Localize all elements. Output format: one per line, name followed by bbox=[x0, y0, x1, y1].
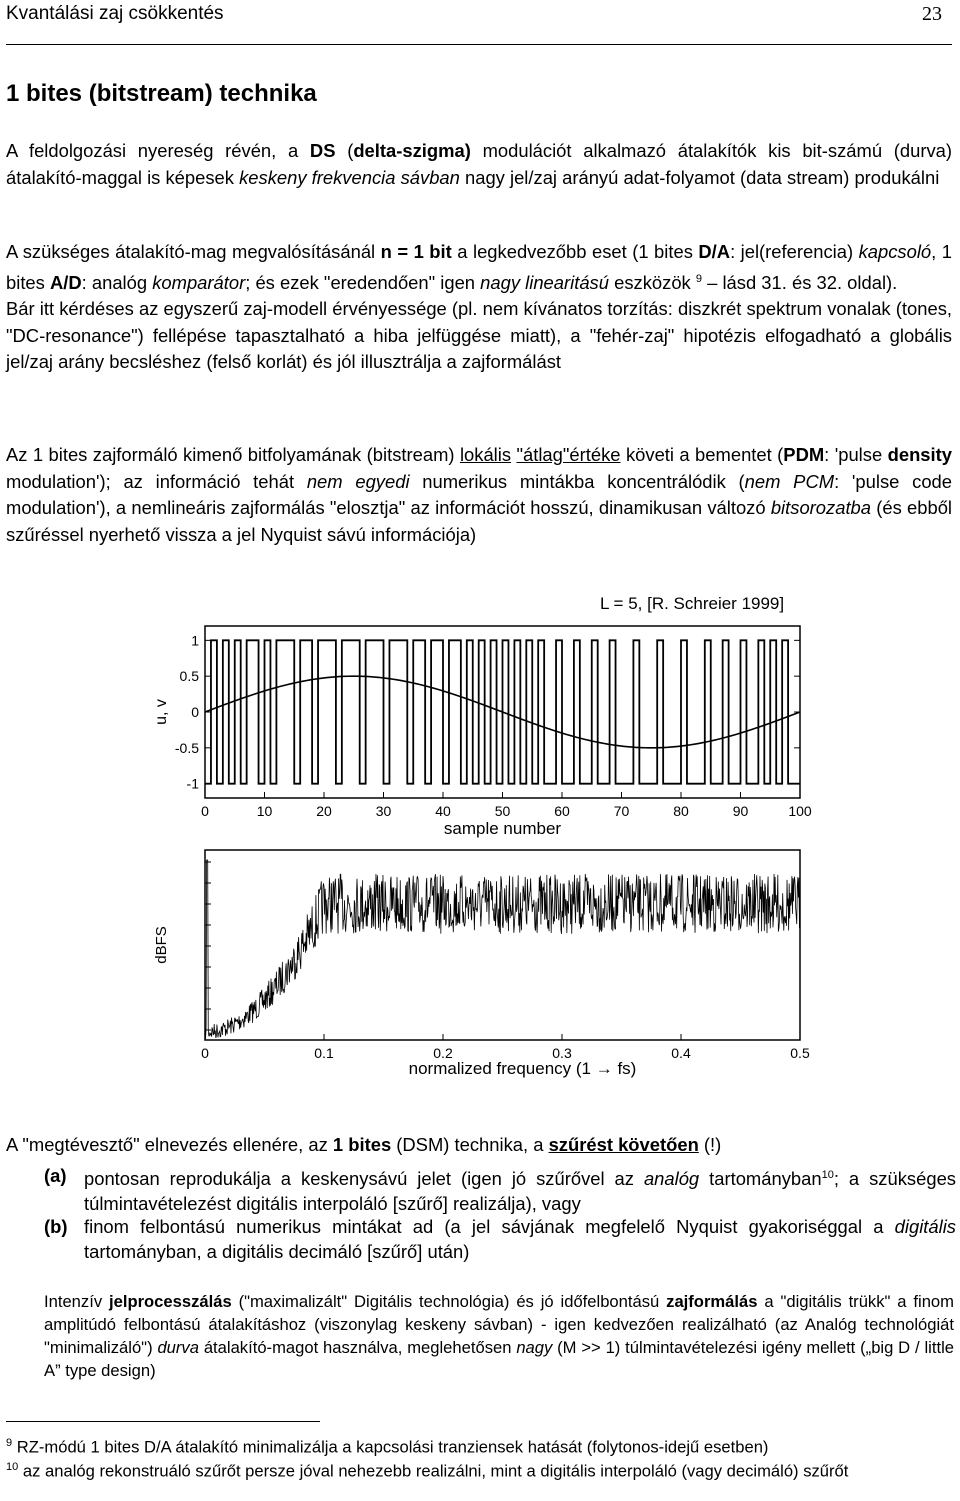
footnote-ref-9: 9 bbox=[695, 272, 702, 285]
x-tick-label: 0.1 bbox=[314, 1045, 334, 1061]
header-rule bbox=[6, 44, 952, 45]
y-tick-label: -0.5 bbox=[174, 739, 199, 756]
paragraph-4: A "megtévesztő" elnevezés ellenére, az 1 bites (DSM) technika, a szűrést követően (!) bbox=[6, 1134, 722, 1155]
footnote-10: $^{10}$ az analóg rekonstruáló szűrőt persze jóval nehezebb realizálni, mint a digitális interpoláló (vagy decimáló) szűrőt bbox=[6, 1461, 849, 1481]
paragraph-5: Intenzív jelprocesszálás ("maximalizált" Digitális technológia) és jó időfelbontású zajformálás a "digitális trükk" a finom amplitúdó felbontású átalakításhoz (viszonylag keskeny sávban) - igen kedvezően realizálható (az Analóg technológiát "minimalizáló") durva átalakító-magot használva, meglehetősen nagy (M >> 1) túlmintavételezési igény mellett („big D / little A” type design) bbox=[44, 1292, 954, 1380]
page-number: 23 bbox=[922, 3, 942, 25]
x-tick-label: 60 bbox=[554, 803, 570, 819]
running-title: Kvantálási zaj csökkentés bbox=[6, 3, 224, 24]
x-tick-label: 70 bbox=[613, 803, 630, 819]
figure-caption: L = 5, [R. Schreier 1999] bbox=[600, 594, 785, 613]
bitstream-output-line bbox=[205, 640, 800, 783]
x-tick-label: 10 bbox=[256, 803, 273, 819]
bitstream-time-plot bbox=[150, 616, 815, 841]
x-tick-label: 90 bbox=[732, 803, 749, 819]
page-header bbox=[6, 2, 952, 32]
y-tick-label: 0 bbox=[191, 704, 199, 720]
x-tick-label: 0 bbox=[201, 1045, 209, 1061]
x-tick-label: 100 bbox=[788, 803, 812, 819]
paragraph-1: A feldolgozási nyereség révén, a DS (delta-szigma) modulációt alkalmazó átalakítók kis bit-számú (durva) átalakító-maggal is képesek keskeny frekvencia sávban nagy jel/zaj arányú adat-folyamot (data stream) produkálni bbox=[6, 140, 953, 188]
x-tick-label: 20 bbox=[316, 803, 332, 819]
x-tick-label: 0.2 bbox=[433, 1045, 453, 1061]
x-tick-label: 0.3 bbox=[552, 1045, 572, 1061]
footnote-9: $^9$ RZ-módú 1 bites D/A átalakító minimalizálja a kapcsolási tranziensek hatását (folytonos-idejű esetben) bbox=[6, 1437, 769, 1457]
x-tick-label: 50 bbox=[494, 803, 511, 819]
spectrum-plot bbox=[150, 844, 815, 1084]
paragraph-2: A szükséges átalakító-mag megvalósításánál n = 1 bit a legkedvezőbb eset (1 bites D/A: jel(referencia) kapcsoló, 1 bites A/D: analóg komparátor; és ezek "eredendően" igen nagy linearitású eszközök $^9$ – lásd 31. és 32. oldal). Bár itt kérdéses az egyszerű zaj-modell érvényessége (pl. nem kívánatos torzítás: diszkrét spektrum vonalak (tones, "DC-resonance") fellépése tapasztalható a hiba jelfüggése miatt), a "fehér-zaj" hipotézis elfogadható a globális jel/zaj arány becsléshez (felső korlát) és jól illusztrálja a zajformálást bbox=[6, 241, 952, 373]
list-item: (b) finom felbontású numerikus mintákat ad (a jel sávjának megfelelő Nyquist gyakoriséggal a digitális tartományban, a digitális decimáló [szűrő] után) bbox=[44, 1216, 956, 1262]
y-axis-label: dBFS bbox=[153, 926, 170, 964]
spectrum-line bbox=[205, 860, 800, 1039]
x-tick-label: 40 bbox=[435, 803, 451, 819]
y-tick-label: 0.5 bbox=[179, 668, 199, 685]
x-tick-label: 30 bbox=[375, 803, 392, 819]
list-item: (a) pontosan reprodukálja a keskenysávú jelet (igen jó szűrővel az analóg tartományban$^{10}$; a szükséges túlmintavételezést digitális interpoláló [szűrő] realizálja), vagy bbox=[44, 1165, 956, 1215]
y-tick-label: 1 bbox=[191, 632, 199, 649]
x-tick-label: 0.5 bbox=[790, 1045, 810, 1061]
y-axis-label: u, v bbox=[153, 699, 170, 725]
section-heading: 1 bites (bitstream) technika bbox=[6, 80, 317, 107]
plot-frame bbox=[205, 850, 800, 1040]
footnote-rule bbox=[6, 1421, 320, 1422]
x-tick-label: 0.4 bbox=[671, 1045, 691, 1061]
x-axis-label: sample number bbox=[443, 819, 562, 838]
x-axis-label: normalized frequency (1 → fs) bbox=[408, 1059, 637, 1078]
x-tick-label: 0 bbox=[201, 803, 209, 819]
y-tick-label: -1 bbox=[186, 775, 199, 792]
x-tick-label: 80 bbox=[673, 803, 689, 819]
paragraph-3: Az 1 bites zajformáló kimenő bitfolyamának (bitstream) lokális "átlag"értéke követi a bementet (PDM: 'pulse density modulation'); az információ tehát nem egyedi numerikus mintákba koncentrálódik (nem PCM: 'pulse code modulation'), a nemlineáris zajformálás "elosztja" az információt hosszú, dinamikusan változó bitsorozatba (és ebből szűréssel nyerhető vissza a jel Nyquist sávú információja) bbox=[6, 444, 953, 545]
